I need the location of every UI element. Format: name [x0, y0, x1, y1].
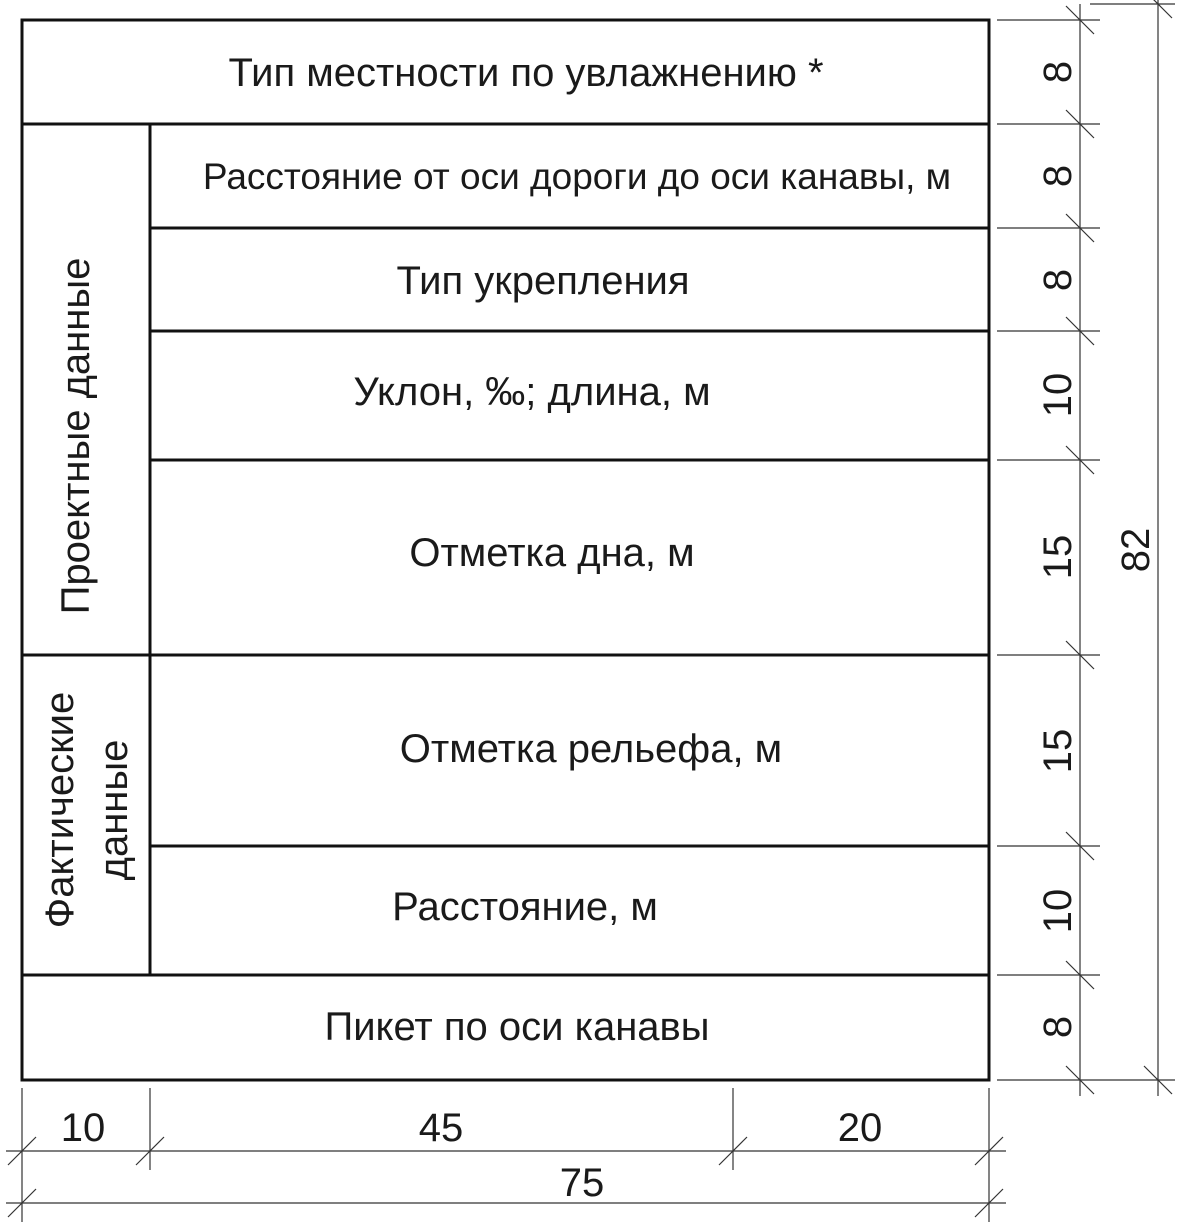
dim-value-total-width: 75	[559, 1161, 605, 1205]
dim-value-col-right: 20	[837, 1106, 883, 1150]
dim-value-col-left: 10	[60, 1106, 106, 1150]
row-label-distance: Расстояние, м	[392, 885, 658, 929]
group-label-actual-data-line2: данные	[92, 739, 136, 881]
dim-value-row8: 8	[1036, 1015, 1080, 1039]
group-label-actual-data-line1: Фактические	[38, 691, 82, 929]
group-label-design-data: Проектные данные	[54, 257, 98, 615]
dim-value-total-height: 82	[1114, 527, 1158, 573]
row-label-terrain-elevation: Отметка рельефа, м	[399, 727, 783, 771]
row-label-slope-length: Уклон, ‰; длина, м	[353, 370, 711, 414]
dim-value-row7: 10	[1036, 888, 1080, 934]
row-label-terrain-type: Тип местности по увлажнению *	[228, 51, 824, 95]
dim-value-row5: 15	[1036, 534, 1080, 580]
dim-value-row2: 8	[1036, 164, 1080, 188]
row-label-picket: Пикет по оси канавы	[324, 1005, 710, 1049]
dim-value-row3: 8	[1036, 268, 1080, 292]
dim-value-row6: 15	[1036, 728, 1080, 774]
row-label-reinforcement: Тип укрепления	[396, 259, 690, 303]
dim-value-row4: 10	[1036, 372, 1080, 418]
dim-value-row1: 8	[1036, 60, 1080, 84]
dim-value-col-middle: 45	[418, 1106, 464, 1150]
row-label-axis-distance: Расстояние от оси дороги до оси канавы, м	[202, 156, 952, 197]
row-label-bottom-elevation: Отметка дна, м	[409, 531, 695, 575]
